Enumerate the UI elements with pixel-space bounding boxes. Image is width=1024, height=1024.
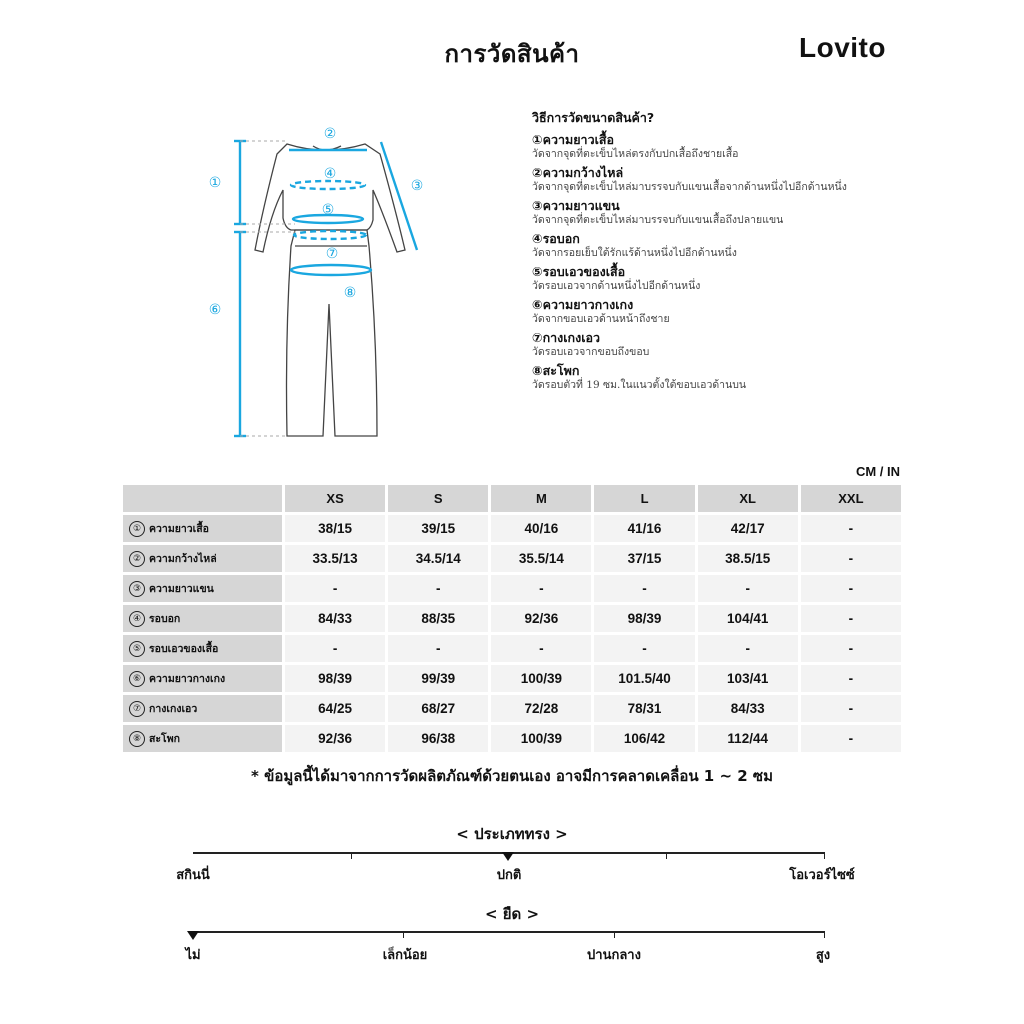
guide-item	[532, 231, 952, 260]
size-value-cell: 103/41	[698, 665, 798, 692]
unit-label: CM / IN	[855, 464, 900, 479]
size-value-cell: 101.5/40	[594, 665, 694, 692]
size-value-cell: 38.5/15	[698, 545, 798, 572]
size-value-cell: 68/27	[388, 695, 488, 722]
guide-item-desc: วัดจากจุดที่ตะเข็บไหล่มาบรรจบกับแขนเสื้อจากด้านหนึ่งไปอีกด้านหนึ่ง	[532, 181, 847, 193]
size-value-cell: 99/39	[388, 665, 488, 692]
callout-5: ⑤	[321, 202, 335, 218]
row-label: ความยาวกางเกง	[149, 673, 226, 685]
size-value-cell: -	[801, 605, 901, 632]
page-title: การวัดสินค้า	[444, 40, 580, 68]
row-label-cell	[123, 695, 282, 722]
fit-label-regular: ปกติ	[496, 868, 522, 883]
size-table-row	[123, 515, 901, 542]
guide-item-heading: ⑤รอบเอวของเสื้อ	[532, 264, 626, 279]
guide-item-desc: วัดจากจุดที่ตะเข็บไหล่ตรงกับปกเสื้อถึงชายเสื้อ	[532, 148, 739, 160]
guide-item-heading: ③ความยาวแขน	[532, 198, 620, 213]
size-value-cell: 84/33	[285, 605, 385, 632]
row-label-cell	[123, 605, 282, 632]
size-table	[120, 482, 904, 755]
size-value-cell: 40/16	[491, 515, 591, 542]
row-label: กางเกงเอว	[149, 703, 198, 715]
guide-item-desc: วัดรอบเอวจากด้านหนึ่งไปอีกด้านหนึ่ง	[532, 280, 701, 292]
callout-1: ①	[208, 175, 222, 191]
size-header-row	[123, 485, 901, 512]
fit-label-skinny: สกินนี่	[176, 868, 210, 883]
size-value-cell: 96/38	[388, 725, 488, 752]
size-value-cell: -	[388, 635, 488, 662]
row-number-badge: ①	[129, 521, 145, 537]
row-number-badge: ③	[129, 581, 145, 597]
row-label-cell	[123, 725, 282, 752]
size-value-cell: -	[801, 545, 901, 572]
guide-item-heading: ②ความกว้างไหล่	[532, 165, 624, 180]
guide-item	[532, 330, 952, 359]
size-value-cell: -	[698, 635, 798, 662]
size-value-cell: 92/36	[491, 605, 591, 632]
callout-4: ④	[323, 166, 337, 182]
guide-item	[532, 132, 952, 161]
size-table-body	[123, 515, 901, 752]
row-number-badge: ⑦	[129, 701, 145, 717]
stretch-scale-tick	[403, 931, 404, 938]
guide-item	[532, 264, 952, 293]
size-header-cell: S	[388, 485, 488, 512]
stretch-selected-marker	[187, 931, 199, 940]
size-header-cell: XL	[698, 485, 798, 512]
row-label-cell	[123, 635, 282, 662]
size-table-row	[123, 545, 901, 572]
size-value-cell: 100/39	[491, 665, 591, 692]
size-table-row	[123, 605, 901, 632]
row-label: รอบอก	[149, 613, 181, 625]
size-value-cell: -	[698, 575, 798, 602]
guide-item-desc: วัดจากขอบเอวด้านหน้าถึงชาย	[532, 313, 670, 325]
stretch-label-medium: ปานกลาง	[587, 948, 641, 963]
guide-item-heading: ④รอบอก	[532, 231, 580, 246]
size-value-cell: 34.5/14	[388, 545, 488, 572]
guide-item-heading: ⑧สะโพก	[532, 363, 580, 378]
row-label-cell	[123, 575, 282, 602]
size-value-cell: -	[801, 515, 901, 542]
callout-8: ⑧	[343, 285, 357, 301]
size-value-cell: 98/39	[594, 605, 694, 632]
garment-measurement-diagram	[195, 118, 455, 448]
guide-item-heading: ⑥ความยาวกางเกง	[532, 297, 634, 312]
measurement-guide	[532, 108, 952, 396]
guide-item-desc: วัดจากรอยเย็บใต้รักแร้ด้านหนึ่งไปอีกด้านหนึ่ง	[532, 247, 737, 259]
measurement-disclaimer: * ข้อมูลนี้ได้มาจากการวัดผลิตภัณฑ์ด้วยตนเอง อาจมีการคลาดเคลื่อน 1 ~ 2 ซม	[251, 767, 773, 785]
jumpsuit-outline-illustration	[195, 118, 455, 448]
brand-logo: Lovito	[799, 32, 886, 63]
size-table-row	[123, 575, 901, 602]
size-value-cell: 42/17	[698, 515, 798, 542]
callout-7: ⑦	[325, 246, 339, 262]
size-value-cell: 64/25	[285, 695, 385, 722]
size-header-cell: M	[491, 485, 591, 512]
row-number-badge: ⑥	[129, 671, 145, 687]
fit-scale-tick	[351, 852, 352, 859]
size-value-cell: 78/31	[594, 695, 694, 722]
guide-title: วิธีการวัดขนาดสินค้า?	[532, 110, 655, 125]
callout-6: ⑥	[208, 302, 222, 318]
fit-scale-tick	[824, 852, 825, 859]
stretch-label-high: สูง	[815, 948, 831, 963]
guide-item	[532, 198, 952, 227]
size-value-cell: 39/15	[388, 515, 488, 542]
fit-scale-title: < ประเภททรง >	[456, 825, 568, 843]
stretch-label-slight: เล็กน้อย	[382, 948, 428, 963]
size-value-cell: -	[594, 575, 694, 602]
size-table-row	[123, 635, 901, 662]
guide-item-desc: วัดรอบเอวจากขอบถึงขอบ	[532, 346, 650, 358]
guide-item	[532, 297, 952, 326]
size-value-cell: 92/36	[285, 725, 385, 752]
size-value-cell: 100/39	[491, 725, 591, 752]
size-value-cell: 72/28	[491, 695, 591, 722]
row-number-badge: ⑧	[129, 731, 145, 747]
row-label: ความกว้างไหล่	[149, 553, 217, 565]
size-value-cell: 106/42	[594, 725, 694, 752]
size-header-cell: XS	[285, 485, 385, 512]
size-value-cell: 84/33	[698, 695, 798, 722]
size-value-cell: 112/44	[698, 725, 798, 752]
callout-2: ②	[323, 126, 337, 142]
guide-item-heading: ⑦กางเกงเอว	[532, 330, 601, 345]
size-value-cell: 98/39	[285, 665, 385, 692]
size-value-cell: 37/15	[594, 545, 694, 572]
row-label-cell	[123, 545, 282, 572]
size-value-cell: 35.5/14	[491, 545, 591, 572]
size-value-cell: -	[285, 575, 385, 602]
size-value-cell: 41/16	[594, 515, 694, 542]
size-value-cell: -	[801, 635, 901, 662]
size-header-cell: L	[594, 485, 694, 512]
size-value-cell: -	[801, 575, 901, 602]
size-value-cell: 88/35	[388, 605, 488, 632]
size-header-cell: XXL	[801, 485, 901, 512]
fit-scale-tick	[666, 852, 667, 859]
callout-3: ③	[410, 178, 424, 194]
size-value-cell: -	[594, 635, 694, 662]
stretch-scale-title: < ยืด >	[484, 905, 540, 923]
size-value-cell: 38/15	[285, 515, 385, 542]
row-label-cell	[123, 665, 282, 692]
fit-label-oversize: โอเวอร์ไซซ์	[789, 868, 855, 883]
stretch-scale-line	[193, 931, 825, 933]
row-label-cell	[123, 515, 282, 542]
size-table-row	[123, 665, 901, 692]
size-value-cell: -	[801, 665, 901, 692]
size-value-cell: -	[801, 725, 901, 752]
size-value-cell: -	[285, 635, 385, 662]
header-corner-cell	[123, 485, 282, 512]
row-number-badge: ②	[129, 551, 145, 567]
row-label: สะโพก	[149, 733, 180, 745]
fit-selected-marker	[502, 852, 514, 861]
stretch-scale-tick	[824, 931, 825, 938]
row-label: ความยาวเสื้อ	[149, 523, 209, 535]
size-value-cell: -	[388, 575, 488, 602]
row-label: รอบเอวของเสื้อ	[149, 643, 219, 655]
size-value-cell: -	[491, 635, 591, 662]
size-value-cell: -	[491, 575, 591, 602]
guide-item	[532, 165, 952, 194]
row-number-badge: ⑤	[129, 641, 145, 657]
stretch-label-none: ไม่	[185, 948, 201, 963]
guide-item-heading: ①ความยาวเสื้อ	[532, 132, 614, 147]
guide-item	[532, 363, 952, 392]
size-value-cell: -	[801, 695, 901, 722]
guide-item-desc: วัดจากจุดที่ตะเข็บไหล่มาบรรจบกับแขนเสื้อถึงปลายแขน	[532, 214, 784, 226]
size-value-cell: 104/41	[698, 605, 798, 632]
stretch-scale-tick	[614, 931, 615, 938]
row-number-badge: ④	[129, 611, 145, 627]
guide-item-desc: วัดรอบตัวที่ 19 ซม.ในแนวตั้งใต้ขอบเอวด้านบน	[532, 379, 747, 391]
row-label: ความยาวแขน	[149, 583, 214, 595]
size-table-row	[123, 725, 901, 752]
size-table-row	[123, 695, 901, 722]
size-value-cell: 33.5/13	[285, 545, 385, 572]
